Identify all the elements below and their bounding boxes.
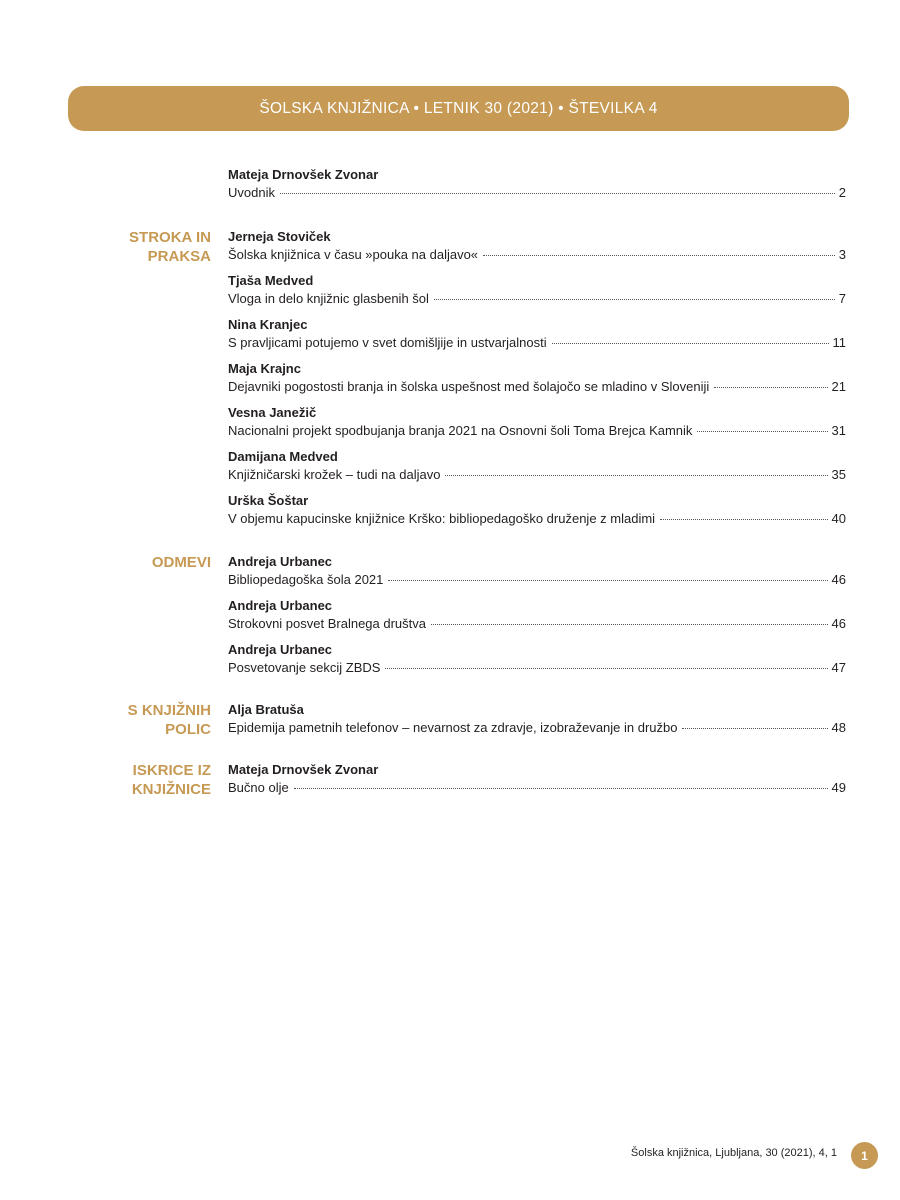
entry-page: 49: [831, 780, 846, 795]
toc-entry[interactable]: [228, 404, 846, 448]
dot-leader: [697, 431, 827, 432]
section-label: ISKRICE IZ KNJIŽNICE: [131, 762, 211, 798]
toc-entry[interactable]: [228, 597, 846, 641]
entry-line: [228, 378, 846, 396]
entry-line: [228, 571, 846, 589]
entry-line: [228, 290, 846, 308]
entry-line: [228, 779, 846, 797]
dot-leader: [445, 475, 827, 476]
entry-line: [228, 422, 846, 440]
entry-title: Bibliopedagoška šola 2021: [228, 572, 384, 587]
entry-author: Jerneja Stoviček: [228, 229, 331, 244]
entry-line: [228, 184, 846, 202]
entry-title: Strokovni posvet Bralnega društva: [228, 616, 426, 631]
entry-page: 46: [831, 616, 846, 631]
dot-leader: [431, 624, 828, 625]
dot-leader: [483, 255, 835, 256]
table-of-contents: [0, 166, 900, 821]
entry-title: Epidemija pametnih telefonov – nevarnost za zdravje, izobraževanje in družbo: [228, 720, 678, 735]
dot-leader: [388, 580, 827, 581]
toc-entry[interactable]: [228, 448, 846, 492]
dot-leader: [280, 193, 835, 194]
entry-author: Mateja Drnovšek Zvonar: [228, 762, 379, 777]
entry-title: S pravljicami potujemo v svet domišljije in ustvarjalnosti: [228, 335, 547, 350]
dot-leader: [714, 387, 827, 388]
section-label: S KNJIŽNIH POLIC: [127, 702, 211, 738]
footer-citation: Šolska knjižnica, Ljubljana, 30 (2021), 4, 1: [630, 1147, 837, 1159]
entry-author: Vesna Janežič: [228, 405, 317, 420]
entry-page: 48: [831, 720, 846, 735]
entry-title: V objemu kapucinske knjižnice Krško: bibliopedagoško druženje z mladimi: [228, 511, 656, 526]
toc-entry[interactable]: [228, 228, 846, 272]
entry-author: Andreja Urbanec: [228, 554, 333, 569]
entry-title: Vloga in delo knjižnic glasbenih šol: [228, 291, 429, 306]
dot-leader: [385, 668, 827, 669]
dot-leader: [294, 788, 828, 789]
section-label: ODMEVI: [151, 554, 211, 571]
entry-title: Dejavniki pogostosti branja in šolska uspešnost med šolajočo se mladino v Sloveniji: [228, 379, 710, 394]
toc-entry[interactable]: [228, 641, 846, 685]
toc-section: [0, 228, 900, 553]
toc-section: [0, 701, 900, 761]
entry-page: 46: [831, 572, 846, 587]
entry-title: Uvodnik: [228, 185, 275, 200]
dot-leader: [660, 519, 827, 520]
entry-line: [228, 510, 846, 528]
entry-page: 7: [838, 291, 846, 306]
dot-leader: [682, 728, 827, 729]
entry-title: Šolska knjižnica v času »pouka na daljavo«: [228, 247, 479, 262]
dot-leader: [434, 299, 835, 300]
entry-page: 35: [831, 467, 846, 482]
entry-line: [228, 659, 846, 677]
entry-title: Knjižničarski krožek – tudi na daljavo: [228, 467, 441, 482]
toc-entry[interactable]: [228, 701, 846, 745]
toc-entry[interactable]: [228, 166, 846, 210]
toc-section: [0, 553, 900, 701]
toc-entry[interactable]: [228, 492, 846, 536]
toc-entry[interactable]: [228, 761, 846, 805]
section-label: STROKA IN PRAKSA: [129, 229, 211, 265]
entry-line: [228, 615, 846, 633]
toc-entry[interactable]: [228, 553, 846, 597]
entry-author: Maja Krajnc: [228, 361, 301, 376]
toc-section: [0, 761, 900, 821]
entry-author: Damijana Medved: [228, 449, 338, 464]
entry-line: [228, 334, 846, 352]
entry-page: 31: [831, 423, 846, 438]
entry-page: 21: [831, 379, 846, 394]
entry-page: 40: [831, 511, 846, 526]
entry-page: 2: [838, 185, 846, 200]
entry-author: Nina Kranjec: [228, 317, 308, 332]
entry-page: 11: [832, 335, 846, 350]
entry-author: Andreja Urbanec: [228, 598, 333, 613]
entry-title: Posvetovanje sekcij ZBDS: [228, 660, 381, 675]
dot-leader: [552, 343, 829, 344]
entry-author: Andreja Urbanec: [228, 642, 333, 657]
entry-line: [228, 246, 846, 264]
entry-page: 47: [831, 660, 846, 675]
journal-header-text: ŠOLSKA KNJIŽNICA • LETNIK 30 (2021) • ŠTEVILKA 4: [259, 99, 658, 117]
toc-section: [0, 166, 900, 228]
toc-entry[interactable]: [228, 360, 846, 404]
toc-entry[interactable]: [228, 316, 846, 360]
entry-author: Alja Bratuša: [228, 702, 304, 717]
entry-author: Urška Šoštar: [228, 493, 309, 508]
entry-title: Nacionalni projekt spodbujanja branja 2021 na Osnovni šoli Toma Brejca Kamnik: [228, 423, 693, 438]
entry-line: [228, 466, 846, 484]
journal-header-bar: [68, 86, 849, 131]
entry-line: [228, 719, 846, 737]
entry-title: Bučno olje: [228, 780, 289, 795]
page-number-badge: 1: [851, 1142, 878, 1169]
toc-entry[interactable]: [228, 272, 846, 316]
entry-page: 3: [838, 247, 846, 262]
entry-author: Tjaša Medved: [228, 273, 314, 288]
entry-author: Mateja Drnovšek Zvonar: [228, 167, 379, 182]
